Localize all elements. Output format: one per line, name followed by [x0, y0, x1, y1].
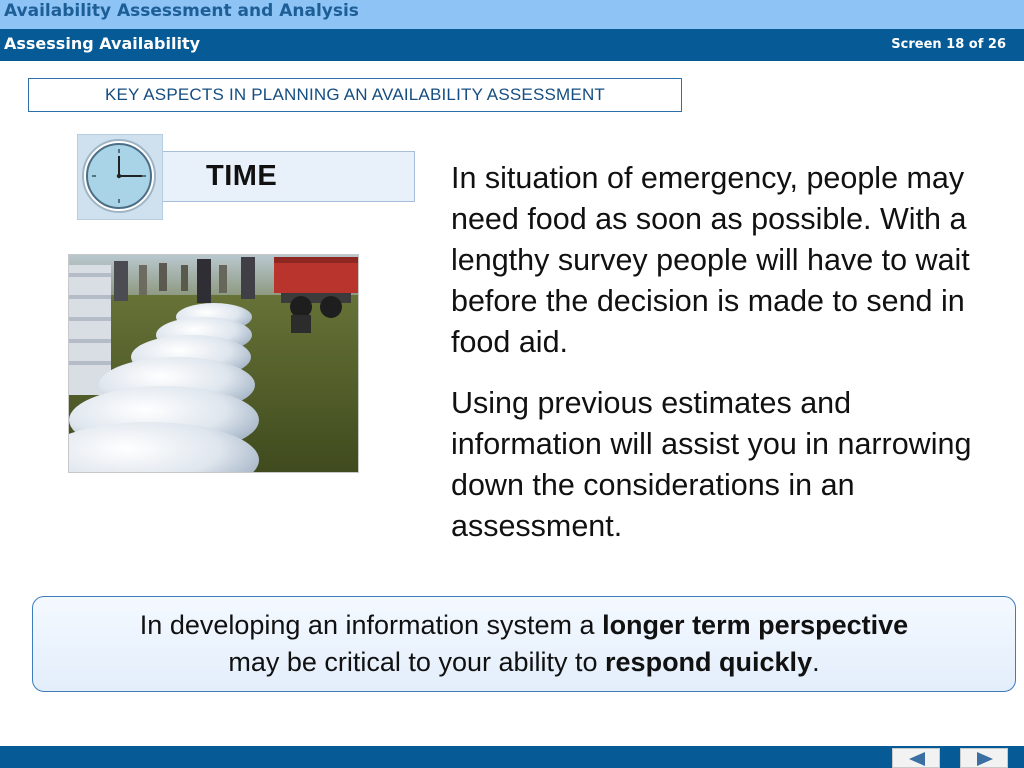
section-heading-box: [28, 78, 682, 112]
callout-text-part3: .: [812, 647, 820, 677]
course-title: Availability Assessment and Analysis: [4, 1, 359, 21]
key-message-callout: [32, 596, 1016, 692]
arrow-right-icon: [975, 751, 995, 767]
arrow-left-icon: [907, 751, 927, 767]
topic-label: TIME: [206, 160, 278, 192]
callout-text-part2: may be critical to your ability to: [228, 647, 606, 677]
lesson-title-bar: [0, 29, 1024, 61]
course-title-bar: [0, 0, 1024, 29]
screen-counter: Screen 18 of 26: [891, 37, 1006, 52]
section-heading: KEY ASPECTS IN PLANNING AN AVAILABILITY ASSESSMENT: [104, 85, 606, 104]
body-paragraph-estimates: Using previous estimates and information will assist you in narrowing down the considerations in an assessment.: [451, 386, 972, 543]
callout-text: [33, 607, 1015, 681]
body-paragraph-emergency: In situation of emergency, people may need food as soon as possible. With a lengthy survey people will have to wait before the decision is made to send in food aid.: [451, 161, 970, 359]
next-screen-button[interactable]: [960, 748, 1008, 768]
callout-emphasis-respond: respond quickly: [605, 647, 813, 677]
lesson-title: Assessing Availability: [4, 34, 201, 53]
food-aid-sacks-photo: [68, 254, 359, 473]
callout-emphasis-perspective: longer term perspective: [602, 610, 909, 640]
body-text: [451, 158, 1011, 567]
callout-text-part1: In developing an information system a: [139, 610, 603, 640]
topic-label-box: [161, 151, 415, 202]
clock-icon: [77, 134, 163, 220]
previous-screen-button[interactable]: [892, 748, 940, 768]
footer-bar: [0, 746, 1024, 768]
